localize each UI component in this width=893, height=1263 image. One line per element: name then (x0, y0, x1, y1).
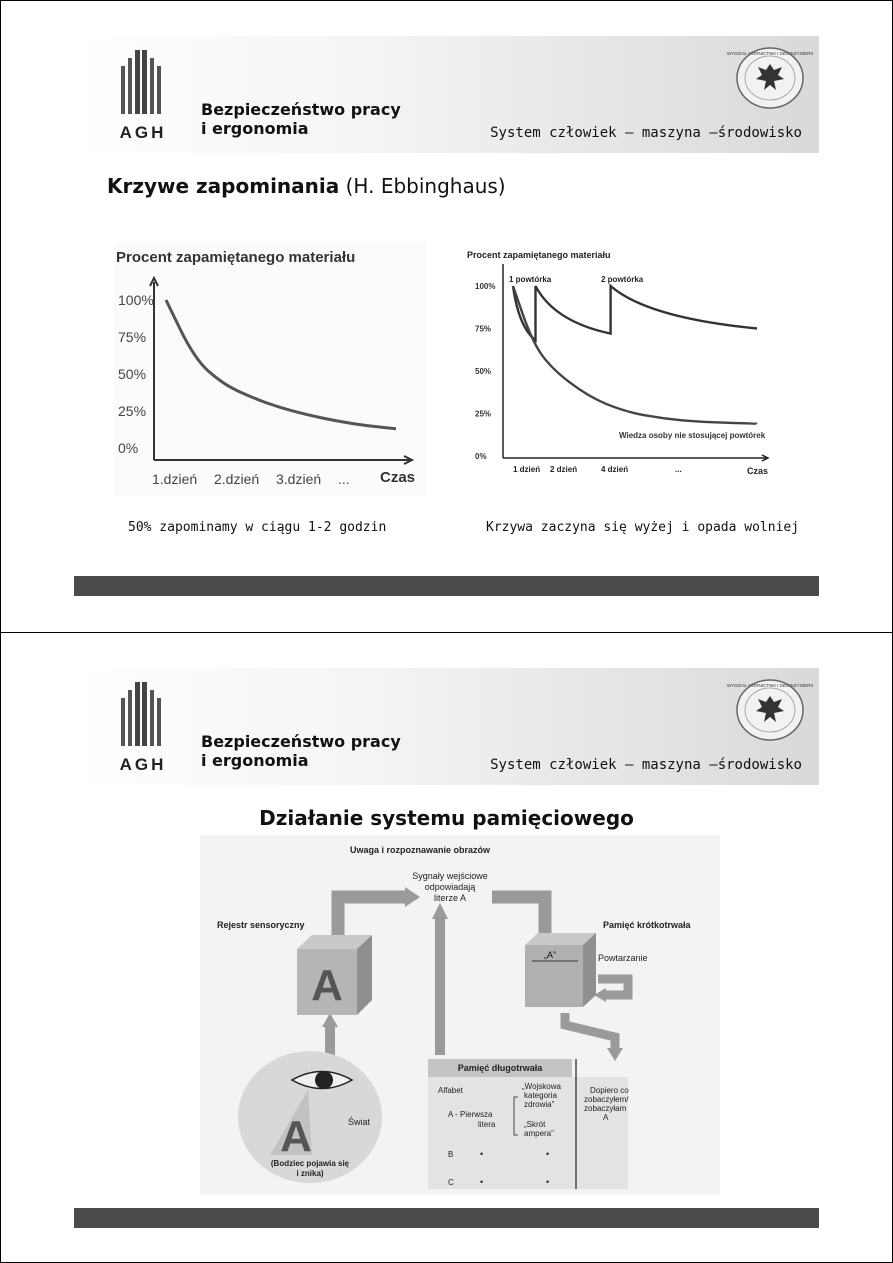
just-seen-line1: Dopiero co (590, 1086, 629, 1095)
ampere-line1: „Skrót (524, 1120, 546, 1129)
chart1-title: Procent zapamiętanego materiału (116, 249, 356, 266)
course-title-line1: Bezpieczeństwo pracy (201, 732, 401, 751)
chart2-x-tick: ... (675, 465, 682, 474)
agh-logo (118, 48, 168, 140)
chart1-x-tick: ... (338, 471, 350, 487)
attention-label: Uwaga i rozpoznawanie obrazów (350, 845, 491, 855)
slide-title: Działanie systemu pamięciowego (259, 806, 634, 830)
stimulus-line1: (Bodziec pojawia się (270, 1159, 350, 1168)
eye-world-illustration (238, 1051, 382, 1183)
slide-title-bold: Krzywe zapominania (107, 174, 340, 198)
agh-logo-text: AGH (119, 123, 167, 142)
slide-footer-bar (74, 1208, 819, 1228)
chart1-y-tick: 50% (118, 366, 147, 382)
repetition-curve-chart (467, 244, 773, 480)
bullet-c1: • (480, 1177, 484, 1187)
faculty-seal (726, 46, 814, 110)
sensory-register-cube (297, 935, 372, 1015)
subject-label: System człowiek – maszyna –środowisko (490, 125, 802, 141)
forgetting-curve-chart (114, 242, 426, 496)
course-title-line2: i ergonomia (201, 751, 309, 770)
chart1-x-tick: 1.dzień (152, 471, 198, 487)
chart1-x-tick: 2.dzień (214, 471, 260, 487)
military-line3: zdrowia” (524, 1100, 555, 1109)
caption-right: Krzywa zaczyna się wyżej i opada wolniej (486, 520, 800, 535)
chart2-series-repetitions (513, 286, 757, 340)
short-term-content: „A” (544, 950, 556, 960)
caption-left: 50% zapominamy w ciągu 1-2 godzin (128, 520, 387, 535)
faculty-seal (726, 678, 814, 742)
seal-text: WYDZIAŁ GÓRNICTWA I GEOINŻYNIERII (726, 51, 814, 56)
world-letter: A (280, 1112, 312, 1161)
chart1-x-tick: 3.dzień (276, 471, 322, 487)
signals-line2: odpowiadają (424, 882, 476, 892)
course-title (201, 732, 401, 770)
long-term-label: Pamięć długotrwała (457, 1063, 543, 1073)
chart2-x-tick: 2 dzień (550, 465, 578, 474)
sensory-letter: A (311, 961, 343, 1010)
military-line1: „Wojskowa (522, 1082, 561, 1091)
slide-footer-bar (74, 576, 819, 596)
short-term-label: Pamięć krótkotrwała (603, 920, 691, 930)
chart2-y-tick: 50% (475, 367, 492, 376)
ampere-line2: ampera” (524, 1129, 554, 1138)
chart2-xlabel: Czas (747, 466, 769, 476)
chart1-y-tick: 25% (118, 403, 147, 419)
world-label: Świat (348, 1117, 371, 1127)
alphabet-label: Alfabet (438, 1086, 463, 1095)
chart2-x-tick: 4 dzień (601, 465, 629, 474)
chart2-annotation-1: 1 powtórka (509, 275, 552, 284)
chart1-y-tick: 0% (118, 440, 139, 456)
chart1-y-tick: 75% (118, 329, 147, 345)
bullet-b1: • (480, 1149, 484, 1159)
just-seen-line2: zobaczyłem/ (584, 1095, 629, 1104)
first-letter-line2: litera (478, 1120, 496, 1129)
agh-logo-text: AGH (119, 755, 167, 774)
slide-title-rest: (H. Ebbinghaus) (339, 174, 506, 198)
memory-system-diagram (200, 835, 720, 1195)
signals-line3: literze A (433, 893, 467, 903)
chart2-title: Procent zapamiętanego materiału (467, 250, 611, 260)
chart1-xlabel: Czas (380, 469, 416, 486)
chart2-y-tick: 100% (475, 282, 496, 291)
agh-logo (118, 680, 168, 772)
course-title-line1: Bezpieczeństwo pracy (201, 100, 401, 119)
chart1-y-tick: 100% (118, 292, 154, 308)
slide-1 (0, 0, 893, 630)
chart2-annotation-2: 2 powtórka (601, 275, 644, 284)
chart2-series-no-repetitions (513, 286, 757, 424)
slide-title (107, 174, 506, 198)
signals-line1: Sygnały wejściowe (412, 871, 488, 881)
letter-c: C (448, 1178, 454, 1187)
course-title-line2: i ergonomia (201, 119, 309, 138)
letter-b: B (448, 1150, 454, 1159)
sensory-register-label: Rejestr sensoryczny (217, 920, 305, 930)
bullet-c2: • (546, 1177, 550, 1187)
chart2-y-tick: 75% (475, 324, 492, 334)
rehearsal-label: Powtarzanie (598, 953, 648, 963)
first-letter-line1: A - Pierwsza (448, 1110, 493, 1119)
just-seen-line3: zobaczyłam (584, 1104, 627, 1113)
seal-text: WYDZIAŁ GÓRNICTWA I GEOINŻYNIERII (726, 683, 814, 688)
short-term-cube (525, 933, 596, 1007)
stimulus-line2: i znika) (296, 1169, 324, 1178)
course-title (201, 100, 401, 138)
subject-label: System człowiek – maszyna –środowisko (490, 757, 802, 773)
military-line2: kategoria (524, 1091, 557, 1100)
chart2-y-tick: 0% (475, 452, 487, 461)
bullet-b2: • (546, 1149, 550, 1159)
just-seen-line4: A (603, 1113, 609, 1122)
long-term-memory-table (428, 1059, 629, 1189)
chart2-y-tick: 25% (475, 409, 492, 419)
chart2-x-tick: 1 dzień (513, 465, 541, 474)
chart2-annotation-3: Wiedza osoby nie stosującej powtórek (619, 431, 766, 440)
slide-2 (0, 632, 893, 1262)
